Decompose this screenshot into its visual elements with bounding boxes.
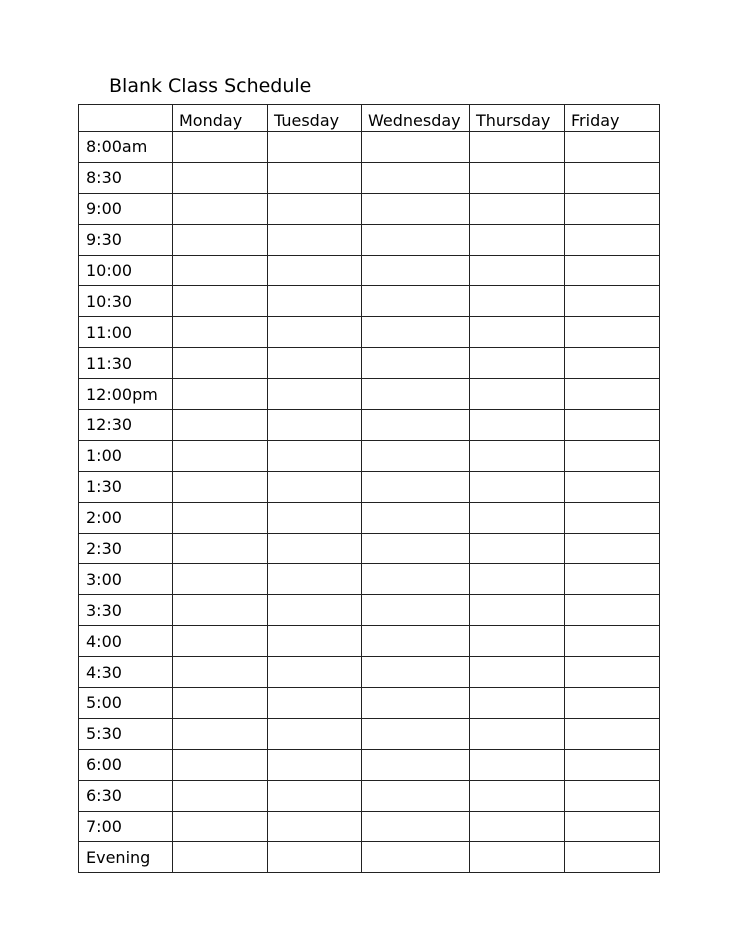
cell-thursday (470, 193, 565, 224)
table-row (79, 842, 660, 873)
header-friday: Friday (565, 105, 660, 132)
cell-tuesday (268, 348, 362, 379)
cell-tuesday (268, 749, 362, 780)
cell-friday (565, 317, 660, 348)
table-row (79, 626, 660, 657)
cell-monday (173, 657, 268, 688)
cell-monday (173, 749, 268, 780)
header-wednesday: Wednesday (362, 105, 470, 132)
cell-thursday (470, 471, 565, 502)
header-corner (79, 105, 173, 132)
cell-tuesday (268, 533, 362, 564)
cell-tuesday (268, 471, 362, 502)
time-label: 3:30 (79, 595, 173, 626)
cell-tuesday (268, 502, 362, 533)
table-row (79, 132, 660, 163)
cell-tuesday (268, 286, 362, 317)
cell-thursday (470, 224, 565, 255)
table-row (79, 502, 660, 533)
cell-thursday (470, 348, 565, 379)
cell-thursday (470, 132, 565, 163)
header-row (79, 105, 660, 132)
cell-friday (565, 564, 660, 595)
cell-thursday (470, 533, 565, 564)
cell-wednesday (362, 132, 470, 163)
cell-wednesday (362, 533, 470, 564)
table-row (79, 162, 660, 193)
cell-friday (565, 533, 660, 564)
table-row (79, 811, 660, 842)
cell-monday (173, 224, 268, 255)
cell-tuesday (268, 657, 362, 688)
cell-monday (173, 502, 268, 533)
cell-friday (565, 379, 660, 410)
cell-friday (565, 162, 660, 193)
cell-friday (565, 224, 660, 255)
cell-friday (565, 502, 660, 533)
time-label: 2:30 (79, 533, 173, 564)
cell-wednesday (362, 379, 470, 410)
cell-tuesday (268, 193, 362, 224)
time-label: 9:00 (79, 193, 173, 224)
schedule-body (79, 132, 660, 873)
cell-thursday (470, 410, 565, 441)
cell-thursday (470, 502, 565, 533)
table-row (79, 193, 660, 224)
table-row (79, 440, 660, 471)
cell-thursday (470, 811, 565, 842)
cell-thursday (470, 286, 565, 317)
cell-thursday (470, 842, 565, 873)
cell-monday (173, 379, 268, 410)
cell-wednesday (362, 688, 470, 719)
table-row (79, 688, 660, 719)
cell-monday (173, 317, 268, 348)
cell-monday (173, 688, 268, 719)
table-row (79, 379, 660, 410)
cell-friday (565, 440, 660, 471)
cell-monday (173, 410, 268, 441)
cell-wednesday (362, 595, 470, 626)
cell-friday (565, 749, 660, 780)
cell-wednesday (362, 317, 470, 348)
table-row (79, 780, 660, 811)
time-label: 5:00 (79, 688, 173, 719)
cell-thursday (470, 595, 565, 626)
time-label: 5:30 (79, 718, 173, 749)
cell-tuesday (268, 718, 362, 749)
cell-friday (565, 132, 660, 163)
cell-thursday (470, 626, 565, 657)
cell-wednesday (362, 348, 470, 379)
cell-wednesday (362, 440, 470, 471)
cell-friday (565, 688, 660, 719)
cell-friday (565, 595, 660, 626)
table-row (79, 749, 660, 780)
cell-monday (173, 780, 268, 811)
time-label: 10:00 (79, 255, 173, 286)
cell-tuesday (268, 410, 362, 441)
cell-wednesday (362, 564, 470, 595)
time-label: 12:00pm (79, 379, 173, 410)
cell-monday (173, 471, 268, 502)
cell-tuesday (268, 780, 362, 811)
cell-thursday (470, 688, 565, 719)
time-label: 10:30 (79, 286, 173, 317)
cell-thursday (470, 657, 565, 688)
header-thursday: Thursday (470, 105, 565, 132)
cell-wednesday (362, 502, 470, 533)
cell-wednesday (362, 410, 470, 441)
cell-friday (565, 718, 660, 749)
cell-wednesday (362, 224, 470, 255)
table-row (79, 286, 660, 317)
cell-monday (173, 193, 268, 224)
time-label: 4:30 (79, 657, 173, 688)
cell-friday (565, 780, 660, 811)
cell-monday (173, 132, 268, 163)
cell-thursday (470, 718, 565, 749)
cell-tuesday (268, 132, 362, 163)
header-tuesday: Tuesday (268, 105, 362, 132)
cell-thursday (470, 162, 565, 193)
cell-tuesday (268, 811, 362, 842)
cell-wednesday (362, 193, 470, 224)
table-row (79, 410, 660, 441)
table-row (79, 224, 660, 255)
time-label: 6:30 (79, 780, 173, 811)
cell-monday (173, 842, 268, 873)
time-label: 1:00 (79, 440, 173, 471)
schedule-table (78, 104, 660, 873)
cell-thursday (470, 440, 565, 471)
time-label: 4:00 (79, 626, 173, 657)
cell-monday (173, 348, 268, 379)
cell-friday (565, 193, 660, 224)
cell-wednesday (362, 842, 470, 873)
cell-thursday (470, 317, 565, 348)
cell-friday (565, 811, 660, 842)
table-row (79, 595, 660, 626)
cell-wednesday (362, 657, 470, 688)
cell-wednesday (362, 718, 470, 749)
time-label: 3:00 (79, 564, 173, 595)
cell-friday (565, 657, 660, 688)
cell-wednesday (362, 255, 470, 286)
cell-monday (173, 811, 268, 842)
cell-tuesday (268, 688, 362, 719)
time-label: 12:30 (79, 410, 173, 441)
cell-wednesday (362, 471, 470, 502)
cell-wednesday (362, 162, 470, 193)
cell-tuesday (268, 440, 362, 471)
time-label: Evening (79, 842, 173, 873)
table-row (79, 348, 660, 379)
cell-tuesday (268, 255, 362, 286)
cell-thursday (470, 255, 565, 286)
time-label: 7:00 (79, 811, 173, 842)
cell-friday (565, 286, 660, 317)
cell-tuesday (268, 224, 362, 255)
cell-tuesday (268, 626, 362, 657)
time-label: 11:00 (79, 317, 173, 348)
cell-monday (173, 595, 268, 626)
table-row (79, 564, 660, 595)
cell-monday (173, 533, 268, 564)
cell-friday (565, 348, 660, 379)
cell-tuesday (268, 162, 362, 193)
cell-monday (173, 564, 268, 595)
table-row (79, 718, 660, 749)
time-label: 6:00 (79, 749, 173, 780)
cell-wednesday (362, 780, 470, 811)
time-label: 8:30 (79, 162, 173, 193)
cell-monday (173, 718, 268, 749)
cell-tuesday (268, 564, 362, 595)
cell-tuesday (268, 317, 362, 348)
cell-friday (565, 626, 660, 657)
time-label: 8:00am (79, 132, 173, 163)
cell-monday (173, 626, 268, 657)
cell-thursday (470, 749, 565, 780)
cell-wednesday (362, 811, 470, 842)
table-row (79, 533, 660, 564)
cell-thursday (470, 379, 565, 410)
cell-thursday (470, 780, 565, 811)
table-row (79, 255, 660, 286)
cell-thursday (470, 564, 565, 595)
time-label: 1:30 (79, 471, 173, 502)
time-label: 2:00 (79, 502, 173, 533)
cell-wednesday (362, 286, 470, 317)
cell-tuesday (268, 379, 362, 410)
time-label: 11:30 (79, 348, 173, 379)
page-title: Blank Class Schedule (109, 75, 312, 97)
cell-tuesday (268, 842, 362, 873)
cell-monday (173, 162, 268, 193)
cell-wednesday (362, 626, 470, 657)
cell-friday (565, 471, 660, 502)
table-row (79, 471, 660, 502)
cell-wednesday (362, 749, 470, 780)
table-row (79, 657, 660, 688)
time-label: 9:30 (79, 224, 173, 255)
cell-monday (173, 440, 268, 471)
cell-friday (565, 842, 660, 873)
header-monday: Monday (173, 105, 268, 132)
cell-tuesday (268, 595, 362, 626)
cell-friday (565, 410, 660, 441)
cell-monday (173, 286, 268, 317)
cell-friday (565, 255, 660, 286)
table-row (79, 317, 660, 348)
cell-monday (173, 255, 268, 286)
